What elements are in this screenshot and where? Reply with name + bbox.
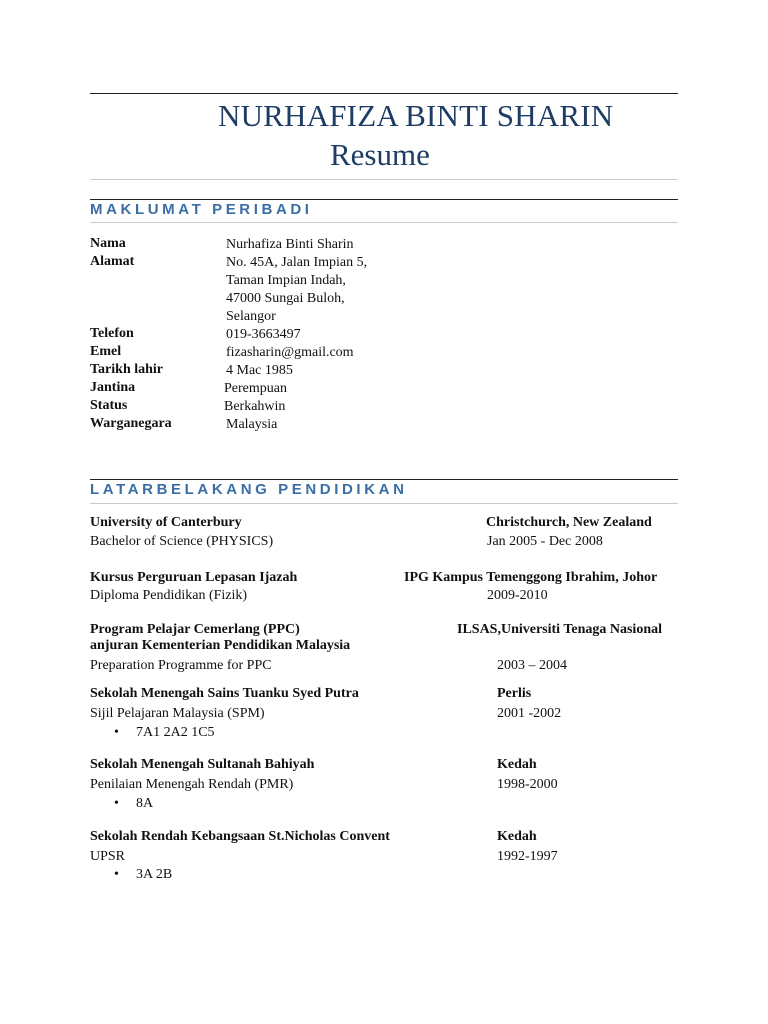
section-bottom-rule (90, 222, 678, 223)
label-warganegara: Warganegara (90, 416, 172, 431)
label-nama: Nama (90, 236, 126, 251)
edu-result: 3A 2B (136, 867, 173, 882)
edu-period: Jan 2005 - Dec 2008 (487, 534, 603, 549)
top-rule (90, 93, 678, 94)
edu-institution-line2: anjuran Kementerian Pendidikan Malaysia (90, 638, 351, 653)
edu-period: 1992-1997 (497, 849, 558, 864)
edu-institution: University of Canterbury (90, 515, 242, 530)
document-subtitle: Resume (330, 137, 430, 172)
value-emel: fizasharin@gmail.com (226, 345, 354, 360)
value-warganegara: Malaysia (226, 417, 278, 432)
name-title: NURHAFIZA BINTI SHARIN (218, 98, 614, 133)
label-telefon: Telefon (90, 326, 134, 341)
section-heading-personal: MAKLUMAT PERIBADI (90, 201, 313, 218)
label-alamat: Alamat (90, 254, 135, 269)
edu-result: 7A1 2A2 1C5 (136, 725, 215, 740)
edu-institution: Sekolah Menengah Sultanah Bahiyah (90, 757, 315, 772)
edu-qualification: Sijil Pelajaran Malaysia (SPM) (90, 706, 265, 721)
section-top-rule (90, 479, 678, 480)
edu-institution: Sekolah Menengah Sains Tuanku Syed Putra (90, 686, 359, 701)
edu-place: IPG Kampus Temenggong Ibrahim, Johor (404, 570, 658, 585)
bullet-dot: • (114, 796, 119, 811)
title-divider (90, 179, 678, 180)
section-bottom-rule (90, 503, 678, 504)
value-alamat-line3: 47000 Sungai Buloh, (226, 291, 345, 306)
edu-institution: Kursus Perguruan Lepasan Ijazah (90, 570, 298, 585)
section-heading-education: LATARBELAKANG PENDIDIKAN (90, 481, 408, 498)
edu-institution: Sekolah Rendah Kebangsaan St.Nicholas Convent (90, 829, 390, 844)
edu-result: 8A (136, 796, 154, 811)
edu-qualification: Preparation Programme for PPC (90, 658, 272, 673)
value-telefon: 019-3663497 (226, 327, 301, 342)
label-emel: Emel (90, 344, 122, 359)
value-status: Berkahwin (224, 399, 286, 414)
value-jantina: Perempuan (224, 381, 287, 396)
value-tarikh-lahir: 4 Mac 1985 (226, 363, 293, 378)
value-nama: Nurhafiza Binti Sharin (226, 237, 354, 252)
label-tarikh-lahir: Tarikh lahir (90, 362, 164, 377)
label-status: Status (90, 398, 128, 413)
edu-institution: Program Pelajar Cemerlang (PPC) (90, 622, 300, 637)
bullet-dot: • (114, 725, 119, 740)
section-top-rule (90, 199, 678, 200)
edu-period: 1998-2000 (497, 777, 558, 792)
edu-qualification: Diploma Pendidikan (Fizik) (90, 588, 248, 603)
value-alamat-line1: No. 45A, Jalan Impian 5, (226, 255, 368, 270)
edu-place: Perlis (497, 686, 532, 701)
edu-place: Kedah (497, 829, 537, 844)
edu-qualification: UPSR (90, 849, 126, 864)
edu-period: 2009-2010 (487, 588, 548, 603)
edu-place: Kedah (497, 757, 537, 772)
value-alamat-line2: Taman Impian Indah, (226, 273, 346, 288)
edu-period: 2003 – 2004 (497, 658, 567, 673)
edu-place: Christchurch, New Zealand (486, 515, 652, 530)
label-jantina: Jantina (90, 380, 136, 395)
edu-period: 2001 -2002 (497, 706, 562, 721)
edu-qualification: Bachelor of Science (PHYSICS) (90, 534, 274, 549)
bullet-dot: • (114, 867, 119, 882)
edu-qualification: Penilaian Menengah Rendah (PMR) (90, 777, 294, 792)
value-alamat-line4: Selangor (226, 309, 276, 324)
edu-place: ILSAS,Universiti Tenaga Nasional (457, 622, 662, 637)
